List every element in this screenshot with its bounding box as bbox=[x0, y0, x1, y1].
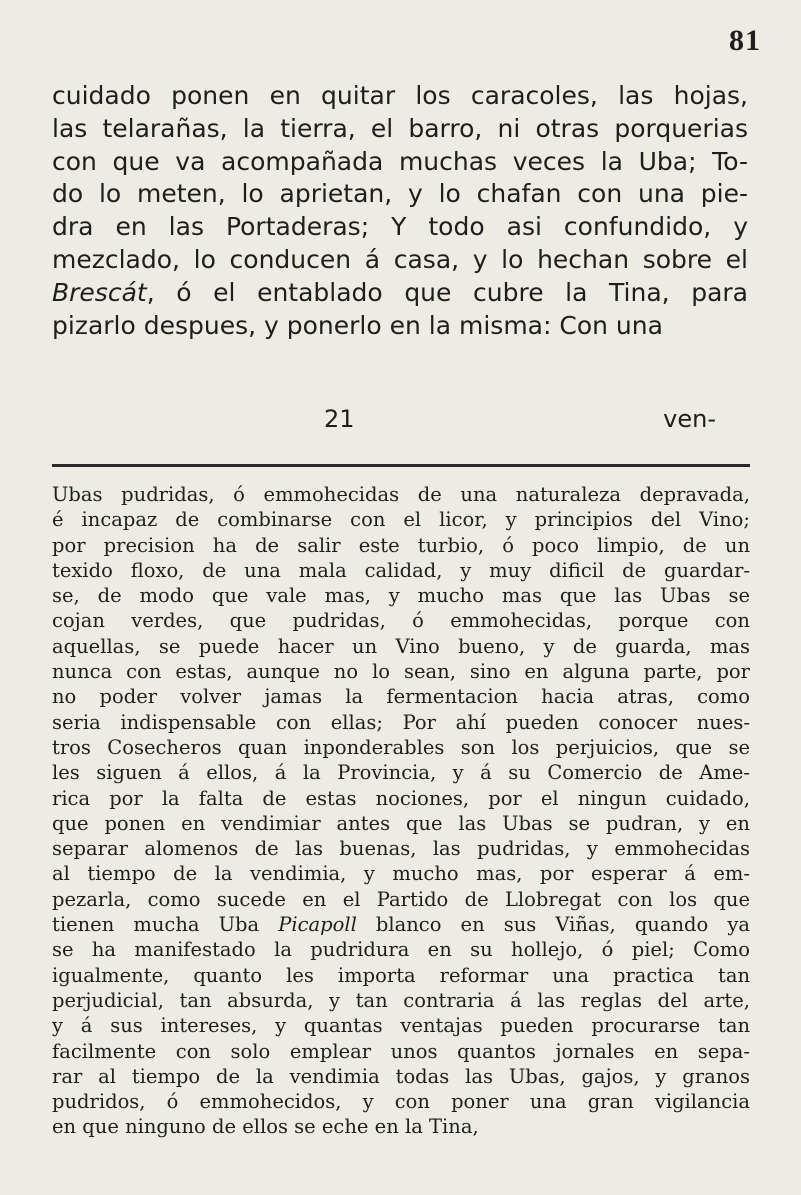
footnote-line: les siguen á ellos, á la Provincia, y á su Comercio de Ame- bbox=[52, 761, 750, 785]
printer-signature: 21 bbox=[324, 405, 355, 433]
footnote-line: por precision ha de salir este turbio, ó poco limpio, de un bbox=[52, 533, 750, 557]
main-text-line: cuidado ponen en quitar los caracoles, las hojas, bbox=[52, 81, 748, 110]
catch-line bbox=[52, 405, 748, 439]
footnote-line: igualmente, quanto les importa reformar una practica tan bbox=[52, 963, 750, 987]
footnote-line: perjudicial, tan absurda, y tan contraria á las reglas del arte, bbox=[52, 988, 750, 1012]
catchword: ven- bbox=[663, 405, 716, 433]
footnote-line: al tiempo de la vendimia, y mucho mas, por esperar á em- bbox=[52, 862, 750, 886]
footnote-line bbox=[52, 912, 750, 937]
main-text-line: las telarañas, la tierra, el barro, ni otras porquerias bbox=[52, 113, 748, 143]
main-text-line bbox=[52, 277, 748, 310]
footnote-line: y á sus intereses, y quantas ventajas pueden procurarse tan bbox=[52, 1014, 750, 1038]
main-text bbox=[52, 80, 748, 342]
footnote-line: cojan verdes, que pudridas, ó emmohecidas, porque con bbox=[52, 609, 750, 633]
footnote-line: rar al tiempo de la vendimia todas las Ubas, gajos, y granos bbox=[52, 1064, 750, 1088]
footnote-line: pezarla, como sucede en el Partido de Llobregat con los que bbox=[52, 887, 750, 911]
main-text-line: mezclado, lo conducen á casa, y lo hechan sobre el bbox=[52, 244, 748, 274]
main-text-line: con que va acompañada muchas veces la Uba; To- bbox=[52, 146, 748, 176]
italic-term: Brescát bbox=[52, 277, 147, 307]
footnote-line: rica por la falta de estas nociones, por el ningun cuidado, bbox=[52, 786, 750, 810]
text-segment: tienen mucha Uba bbox=[52, 913, 279, 937]
footnote-line: seria indispensable con ellas; Por ahí pueden conocer nues- bbox=[52, 710, 750, 734]
footnote-line: que ponen en vendimiar antes que las Ubas se pudran, y en bbox=[52, 811, 750, 835]
footnote-line: se, de modo que vale mas, y mucho mas que las Ubas se bbox=[52, 584, 750, 608]
footnote-line: texido floxo, de una mala calidad, y muy dificil de guardar- bbox=[52, 558, 750, 582]
footnote-line: separar alomenos de las buenas, las pudridas, y emmohecidas bbox=[52, 837, 750, 861]
italic-term: Picapoll bbox=[278, 913, 357, 937]
footnote-line: facilmente con solo emplear unos quantos jornales en sepa- bbox=[52, 1039, 750, 1063]
footnote-line: tros Cosecheros quan inponderables son los perjuicios, que se bbox=[52, 735, 750, 759]
footnote-line: no poder volver jamas la fermentacion hacia atras, como bbox=[52, 685, 750, 709]
footnote-line: aquellas, se puede hacer un Vino bueno, y de guarda, mas bbox=[52, 634, 750, 658]
footnote-line: Ubas pudridas, ó emmohecidas de una naturaleza depravada, bbox=[52, 483, 750, 506]
main-text-line: do lo meten, lo aprietan, y lo chafan con una pie- bbox=[52, 179, 748, 209]
text-segment: blanco en sus Viñas, quando ya bbox=[356, 913, 750, 937]
footnote-line: nunca con estas, aunque no lo sean, sino en alguna parte, por bbox=[52, 660, 750, 684]
footnote-line: pudridos, ó emmohecidos, y con poner una gran vigilancia bbox=[52, 1090, 750, 1114]
footnote-text bbox=[52, 482, 750, 1140]
main-text-line: dra en las Portaderas; Y todo asi confundido, y bbox=[52, 212, 748, 242]
footnote-line: é incapaz de combinarse con el licor, y principios del Vino; bbox=[52, 508, 750, 532]
main-text-line: pizarlo despues, y ponerlo en la misma: Con una bbox=[52, 310, 663, 340]
page-number: 81 bbox=[729, 24, 761, 57]
text-segment: , ó el entablado que cubre la Tina, para bbox=[146, 277, 748, 307]
footnote-line: en que ninguno de ellos se eche en la Tina, bbox=[52, 1115, 479, 1139]
footnote-rule bbox=[52, 464, 750, 467]
footnote-line: se ha manifestado la pudridura en su hollejo, ó piel; Como bbox=[52, 938, 750, 962]
